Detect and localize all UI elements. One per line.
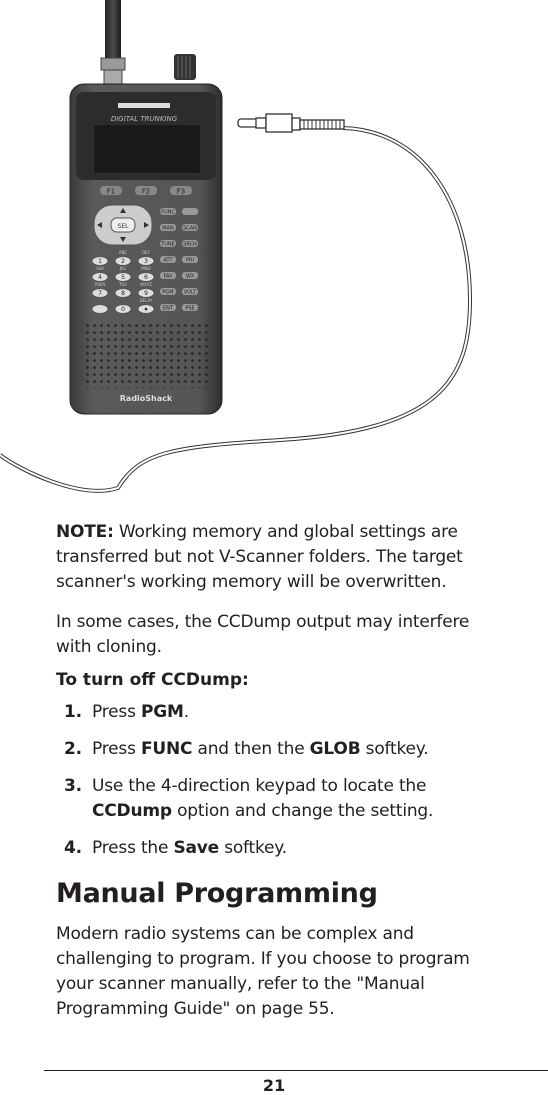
- svg-text:3: 3: [144, 258, 148, 265]
- svg-text:SEL: SEL: [117, 223, 129, 230]
- svg-text:F2: F2: [141, 187, 151, 196]
- svg-text:8: 8: [121, 290, 125, 297]
- svg-text:ABC: ABC: [118, 250, 128, 255]
- step-item: 1. Press PGM.: [56, 700, 506, 725]
- svg-text:2: 2: [121, 258, 125, 265]
- svg-text:MNO: MNO: [141, 266, 151, 271]
- svg-text:TUV: TUV: [118, 282, 128, 287]
- svg-text:DELAY: DELAY: [139, 298, 153, 303]
- svg-text:4: 4: [98, 274, 102, 281]
- lcd-display: [95, 126, 199, 172]
- svg-text:SRCH: SRCH: [183, 241, 197, 248]
- section-body: Modern radio systems can be complex and challenging to program. If you choose to program your scanner manually, refer to the "Manual Programming Guide" on page 55.: [56, 924, 470, 1019]
- footer-rule: [44, 1070, 548, 1071]
- svg-text:SCAN: SCAN: [183, 225, 197, 232]
- svg-text:6: 6: [144, 274, 148, 281]
- volume-knob: [174, 54, 196, 80]
- step-number: 4.: [64, 838, 82, 858]
- svg-text:F1: F1: [106, 187, 116, 196]
- speaker-grille: [86, 322, 208, 388]
- note-paragraph: [56, 520, 506, 595]
- step-item: 3. Use the 4-direction keypad to locate the CCDump option and change the setting.: [64, 776, 434, 821]
- svg-text:ENT: ENT: [163, 305, 173, 312]
- interfere-paragraph: In some cases, the CCDump output may interfere with cloning.: [56, 612, 470, 657]
- svg-text:ATT: ATT: [163, 257, 173, 264]
- steps-list: [56, 700, 506, 873]
- note-label: NOTE:: [56, 522, 114, 542]
- svg-text:PGM: PGM: [162, 289, 174, 296]
- svg-text:PSE: PSE: [185, 305, 195, 312]
- svg-text:PRI: PRI: [186, 257, 194, 264]
- softkey-row[interactable]: [100, 186, 192, 196]
- svg-text:9: 9: [144, 290, 148, 297]
- svg-text:FUNC: FUNC: [161, 209, 175, 216]
- scanner-illustration: [0, 0, 548, 500]
- note-text: Working memory and global settings are transferred but not V-Scanner folders. The target scanner's working memory will be overwritten.: [56, 522, 463, 592]
- svg-text:F3: F3: [176, 187, 186, 196]
- step-item: 4. Press the Save softkey.: [56, 836, 506, 861]
- brand-logo: RadioShack: [119, 394, 173, 403]
- svg-text:7: 7: [98, 290, 102, 297]
- procedure-heading: To turn off CCDump:: [56, 670, 249, 690]
- svg-text:WXYZ: WXYZ: [140, 282, 152, 287]
- page-number: 21: [262, 1076, 286, 1095]
- svg-text:1: 1: [98, 258, 102, 265]
- svg-text:GHI: GHI: [96, 266, 104, 271]
- audio-plug: [238, 114, 344, 132]
- step-number: 3.: [64, 776, 82, 796]
- svg-text:FAV: FAV: [163, 273, 173, 280]
- svg-text:TUNE: TUNE: [161, 241, 175, 248]
- svg-text:JKL: JKL: [119, 266, 127, 271]
- step-number: 2.: [64, 739, 82, 759]
- direction-keypad[interactable]: [94, 205, 152, 245]
- svg-text:DIGITAL TRUNKING: DIGITAL TRUNKING: [110, 115, 178, 123]
- svg-text:5: 5: [121, 274, 125, 281]
- svg-text:MAN: MAN: [162, 225, 174, 232]
- svg-text:VOLT: VOLT: [183, 289, 197, 296]
- svg-text:0: 0: [121, 306, 125, 313]
- svg-text:PQRS: PQRS: [94, 282, 106, 287]
- section-title: Manual Programming: [56, 878, 378, 909]
- step-item: 2. Press FUNC and then the GLOB softkey.: [56, 737, 506, 762]
- antenna: [101, 0, 125, 84]
- svg-text:DEF: DEF: [142, 250, 150, 255]
- step-number: 1.: [64, 702, 82, 722]
- svg-text:WX: WX: [185, 273, 195, 280]
